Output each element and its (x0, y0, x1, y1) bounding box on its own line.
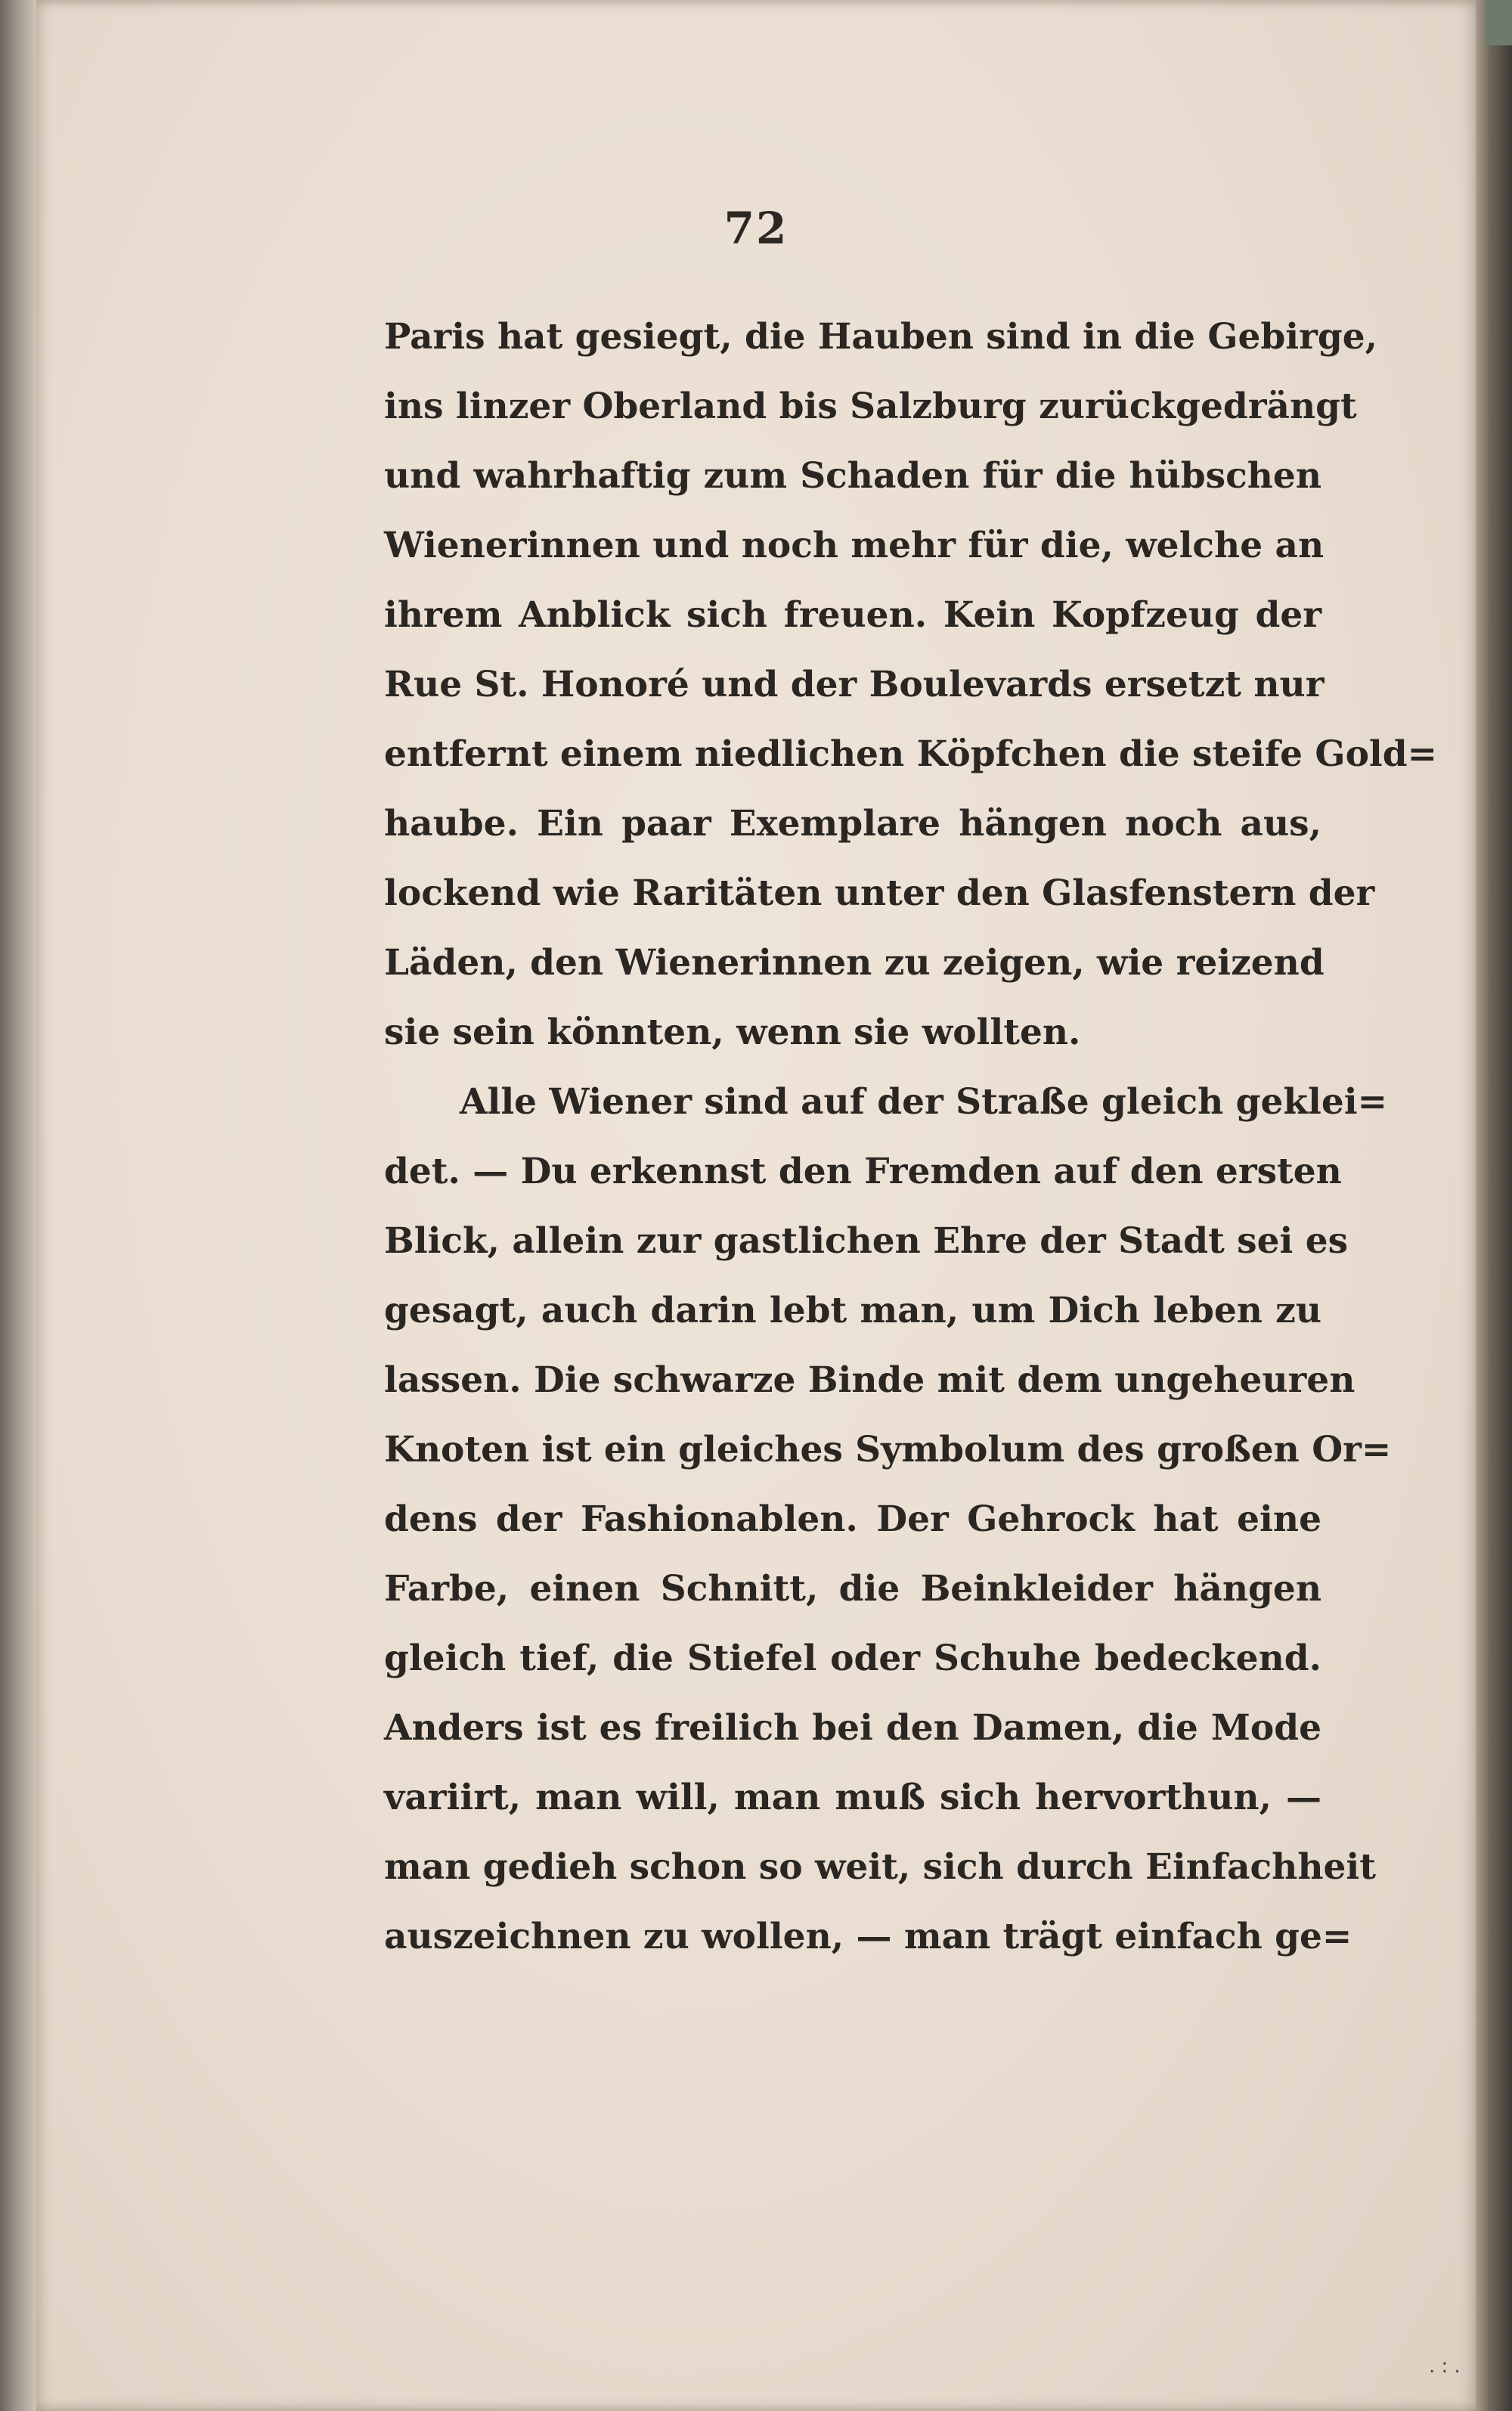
text-line: Anders ist es freilich bei den Damen, die Mode (384, 1707, 1321, 1749)
text-line: dens der Fashionablen. Der Gehrock hat eine (384, 1498, 1321, 1540)
text-line: Läden, den Wienerinnen zu zeigen, wie reizend (384, 942, 1325, 984)
page-number: 72 (723, 203, 789, 254)
text-line: Rue St. Honoré und der Boulevards ersetzt nur (384, 664, 1325, 705)
text-line: gleich tief, die Stiefel oder Schuhe bedeckend. (384, 1638, 1321, 1679)
text-line: ins linzer Oberland bis Salzburg zurückgedrängt (384, 386, 1357, 427)
text-line: entfernt einem niedlichen Köpfchen die steife Gold= (384, 733, 1438, 775)
page-text (384, 302, 1438, 1972)
text-line: variirt, man will, man muß sich hervorthun, — (384, 1777, 1321, 1818)
text-line: Knoten ist ein gleiches Symbolum des großen Or= (384, 1429, 1392, 1470)
text-line: man gedieh schon so weit, sich durch Einfachheit (384, 1846, 1376, 1888)
text-line: auszeichnen zu wollen, — man trägt einfach ge= (384, 1916, 1352, 1957)
text-line: gesagt, auch darin lebt man, um Dich leben zu (384, 1290, 1321, 1331)
page-edge (1476, 0, 1512, 2411)
text-line: lassen. Die schwarze Binde mit dem ungeheuren (384, 1359, 1356, 1401)
text-line: sie sein könnten, wenn sie wollten. (384, 1012, 1081, 1053)
text-line: lockend wie Raritäten unter den Glasfenstern der (384, 872, 1375, 914)
text-line: Alle Wiener sind auf der Straße gleich geklei= (460, 1081, 1387, 1123)
text-line: Blick, allein zur gastlichen Ehre der Stadt sei es (384, 1220, 1349, 1262)
corner-marks: . : . (1429, 2355, 1461, 2378)
text-line: Paris hat gesiegt, die Hauben sind in die Gebirge, (384, 316, 1378, 358)
text-line: Wienerinnen und noch mehr für die, welche an (384, 525, 1325, 566)
text-line: haube. Ein paar Exemplare hängen noch aus, (384, 803, 1321, 844)
text-line: Farbe, einen Schnitt, die Beinkleider hängen (384, 1568, 1321, 1610)
corner-tab (1486, 0, 1512, 45)
text-line: det. — Du erkennst den Fremden auf den ersten (384, 1151, 1342, 1192)
text-line: und wahrhaftig zum Schaden für die hübschen (384, 455, 1321, 497)
text-line: ihrem Anblick sich freuen. Kein Kopfzeug der (384, 594, 1321, 636)
